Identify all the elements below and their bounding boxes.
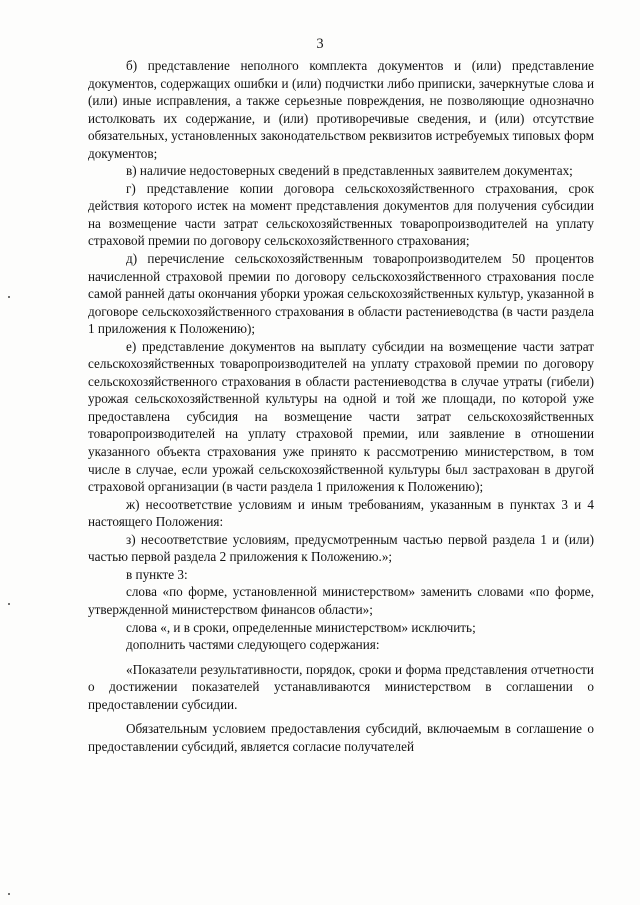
paragraph-z: з) несоответствие условиям, предусмотренным частью первой раздела 1 и (или) частью первой раздела 2 приложения к Положению.»; bbox=[88, 531, 594, 565]
paragraph-point-3: в пункте 3: bbox=[126, 566, 188, 582]
paragraph-g: г) представление копии договора сельскохозяйственного страхования, срок действия которого истек на момент представления документов для получения субсидии на возмещение части затрат сельскохозяйственных товаропроизводителей на уплату страховой премии по договору сельскохозяйственного страхования; bbox=[88, 180, 594, 249]
paragraph-replace-words: слова «по форме, установленной министерством» заменить словами «по форме, утвержденной министерством финансов области»; bbox=[88, 584, 594, 617]
document-body bbox=[88, 57, 594, 755]
scan-speck bbox=[8, 893, 10, 895]
paragraph-d: д) перечисление сельскохозяйственным товаропроизводителем 50 процентов начисленной страховой премии по договору сельскохозяйственного страхования после самой ранней даты окончания уборки урожая сельскохозяйственных культур, указанной в договоре сельскохозяйственного страхования в области растениеводства (в части раздела 1 приложения к Положению); bbox=[88, 251, 594, 337]
scan-speck bbox=[8, 296, 10, 298]
paragraph-exclude-words: слова «, и в сроки, определенные министерством» исключить; bbox=[126, 619, 476, 635]
paragraph-mandatory-condition: Обязательным условием предоставления субсидий, включаемым в соглашение о предоставлении субсидий, является согласие получателей bbox=[88, 721, 594, 754]
paragraph-zh: ж) несоответствие условиям и иным требованиям, указанным в пунктах 3 и 4 настоящего Положения: bbox=[88, 496, 594, 530]
paragraph-b: б) представление неполного комплекта документов и (или) представление документов, содержащих ошибки и (или) подчистки либо приписки, зачеркнутые слова и (или) иные исправления, а также серьезные повреждения, не позволяющие однозначно истолковать их содержание, и (или) противоречивые сведения, и (или) отсутствие обязательных, установленных законодательством реквизитов истребуемых типовых форм документов; bbox=[88, 58, 594, 161]
paragraph-e: е) представление документов на выплату субсидии на возмещение части затрат сельскохозяйственных товаропроизводителей на уплату страховой премии по договору сельскохозяйственного страхования в области растениеводства в случае утраты (гибели) урожая сельскохозяйственной культуры на одной и той же площади, по которой уже предоставлена субсидия на возмещение части затрат сельскохозяйственных товаропроизводителей на уплату страховой премии, или заявление в отношении указанного объекта страхования уже принято к рассмотрению министерством, в том числе в случае, если урожай сельскохозяйственной культуры был застрахован в другой страховой организации (в части раздела 1 приложения к Положению); bbox=[88, 338, 594, 495]
paragraph-v: в) наличие недостоверных сведений в представленных заявителем документах; bbox=[126, 163, 573, 179]
paragraph-add-parts: дополнить частями следующего содержания: bbox=[126, 637, 380, 653]
paragraph-indicators: «Показатели результативности, порядок, сроки и форма представления отчетности о достижении показателей устанавливаются министерством в соглашении о предоставлении субсидии. bbox=[88, 661, 594, 712]
page-number: 3 bbox=[316, 36, 324, 52]
scan-speck bbox=[8, 603, 10, 605]
